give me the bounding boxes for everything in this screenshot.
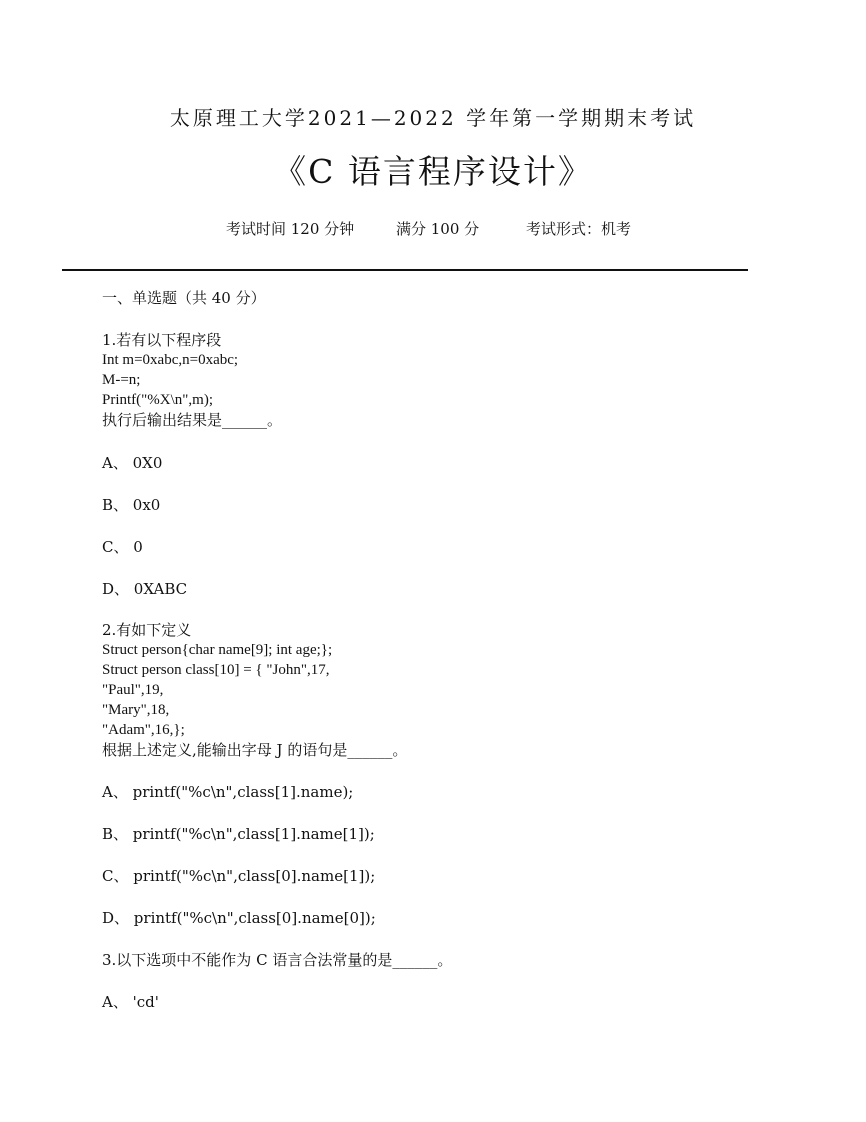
full-score: 满分 100 分 [396, 220, 480, 238]
question-1-code-line: Printf("%X\n",m); [102, 392, 213, 408]
question-2-prompt: 根据上述定义,能输出字母 J 的语句是______。 [102, 741, 408, 759]
question-2-code-line: "Mary",18, [102, 702, 170, 718]
question-1-option-d: D、 0XABC [102, 580, 188, 598]
question-1-code-line: M-=n; [102, 372, 141, 388]
section-heading: 一、单选题（共 40 分） [102, 289, 266, 307]
question-2-option-b: B、 printf("%c\n",class[1].name[1]); [102, 825, 375, 843]
question-2-option-d: D、 printf("%c\n",class[0].name[0]); [102, 909, 376, 927]
course-title: 《C 语言程序设计》 [273, 152, 593, 191]
question-2-code-line: Struct person{char name[9]; int age;}; [102, 642, 333, 658]
question-1-option-a: A、 0X0 [102, 454, 163, 472]
exam-subtitle: 太原理工大学2021—2022 学年第一学期期末考试 [169, 106, 697, 130]
question-1-stem: 1.若有以下程序段 [102, 331, 222, 349]
exam-form: 考试形式：机考 [526, 220, 632, 238]
question-2-stem: 2.有如下定义 [102, 621, 192, 639]
question-2-code-line: Struct person class[10] = { "John",17, [102, 662, 330, 678]
exam-time: 考试时间 120 分钟 [226, 220, 355, 238]
question-1-prompt: 执行后输出结果是______。 [102, 411, 283, 429]
question-3-option-a: A、 'cd' [102, 993, 159, 1011]
question-1-code-line: Int m=0xabc,n=0xabc; [102, 352, 239, 368]
question-1-option-c: C、 0 [102, 538, 143, 556]
question-2-option-a: A、 printf("%c\n",class[1].name); [102, 783, 354, 801]
question-3-stem: 3.以下选项中不能作为 C 语言合法常量的是______。 [102, 951, 453, 969]
header-divider [62, 269, 748, 271]
question-2-option-c: C、 printf("%c\n",class[0].name[1]); [102, 867, 376, 885]
question-1-option-b: B、 0x0 [102, 496, 161, 514]
question-2-code-line: "Paul",19, [102, 682, 164, 698]
question-2-code-line: "Adam",16,}; [102, 722, 185, 738]
